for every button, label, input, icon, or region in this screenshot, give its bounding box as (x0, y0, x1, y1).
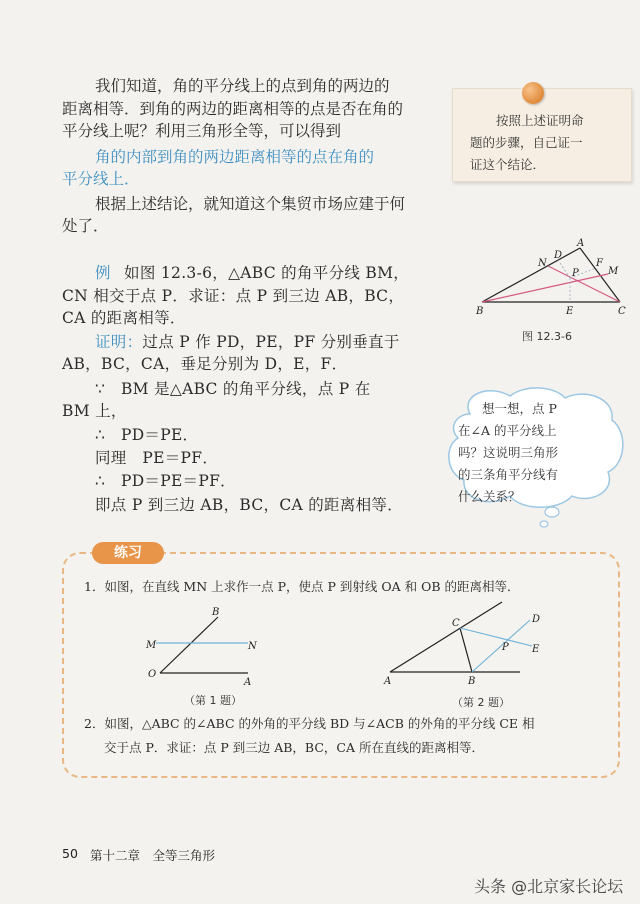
proof-line-1 (95, 331, 400, 353)
q1-label-n: N (248, 641, 257, 652)
note-line-1: 按照上述证明命 (496, 113, 584, 128)
q1-label-m: M (146, 640, 157, 651)
example-line-1 (95, 262, 409, 284)
proof-line-8: 即点 P 到三边 AB，BC，CA 的距离相等． (95, 496, 404, 514)
q1-label-o: O (148, 669, 157, 680)
q2-label-d: D (532, 614, 541, 625)
watermark: 头条 @北京家长论坛 (474, 877, 624, 896)
label-m: M (608, 266, 619, 277)
bisector-bm (482, 274, 608, 302)
bisector-ce (460, 628, 532, 646)
q1-label-b: B (212, 607, 220, 618)
q2-label-e: E (532, 644, 540, 655)
proof-label: 证明： (95, 333, 143, 351)
example-label: 例 (95, 264, 111, 282)
theorem-line-1: 角的内部到角的两边距离相等的点在角的 (95, 148, 375, 166)
figure-q2 (380, 600, 550, 712)
intro-line-1: 我们知道，角的平分线上的点到角的两边的 (95, 77, 390, 95)
note-line-2: 题的步骤，自己证一 (470, 135, 583, 150)
intro-line-3: 平分线上呢？利用三角形全等，可以得到 (62, 122, 342, 140)
chapter-title: 第十二章 全等三角形 (90, 848, 216, 863)
practice-tag: 练习 (92, 542, 164, 564)
think-line-1: 想一想，点 P (482, 401, 557, 416)
proof-line-3: ∵ BM 是△ABC 的角平分线，点 P 在 (95, 380, 371, 398)
pushpin-icon (522, 82, 544, 104)
practice-q2-line-1: 2．如图，△ABC 的∠ABC 的外角的平分线 BD 与∠ACB 的外角的平分线 CE 相 (84, 716, 535, 731)
label-a: A (577, 238, 585, 249)
theorem-line-2: 平分线上． (62, 170, 140, 188)
think-line-5: 什么关系？ (458, 489, 521, 504)
q1-caption: （第 1 题） (184, 694, 242, 707)
note-line-3: 证这个结论． (470, 157, 546, 172)
example-line-3: CA 的距离相等． (62, 309, 186, 327)
label-n: N (538, 258, 547, 269)
practice-q2-line-2: 交于点 P．求证：点 P 到三边 AB，BC，CA 所在直线的距离相等． (104, 740, 484, 755)
bisector-bd (472, 620, 530, 672)
line-ac-extended (390, 602, 502, 672)
q2-label-p: P (502, 642, 509, 653)
q2-label-c: C (452, 618, 460, 629)
conclusion-line-2: 处了． (62, 217, 109, 235)
conclusion-line-1: 根据上述结论，就知道这个集贸市场应建于何 (95, 195, 406, 213)
figure-q1 (140, 605, 270, 710)
q2-label-b: B (468, 676, 476, 687)
proof-line-2: AB，BC，CA，垂足分别为 D，E，F． (62, 355, 348, 373)
side-bc (460, 628, 472, 672)
perp-pd (558, 260, 570, 278)
label-d: D (554, 250, 563, 261)
q1-label-a: A (244, 677, 252, 688)
label-b: B (476, 306, 484, 317)
example-text-1: 如图 12.3-6，△ABC 的角平分线 BM， (124, 264, 410, 282)
label-c: C (618, 306, 626, 317)
practice-q1: 1．如图，在直线 MN 上求作一点 P，使点 P 到射线 OA 和 OB 的距离相等． (84, 579, 520, 594)
proof-line-7: ∴ PD＝PE＝PF． (95, 472, 236, 490)
q2-caption: （第 2 题） (452, 696, 510, 709)
think-line-4: 的三条角平分线有 (458, 467, 559, 482)
proof-line-5: ∴ PD＝PE． (95, 426, 199, 444)
ray-ob (160, 617, 218, 673)
label-p: P (572, 268, 579, 279)
example-line-2: CN 相交于点 P．求证：点 P 到三边 AB，BC， (62, 287, 405, 305)
label-e: E (566, 306, 574, 317)
proof-text-1: 过点 P 作 PD，PE，PF 分别垂直于 (142, 333, 400, 351)
proof-line-4: BM 上， (62, 402, 127, 420)
figure-triangle-abc (470, 236, 640, 356)
figure-caption: 图 12.3-6 (522, 330, 572, 343)
page-number: 50 (62, 846, 78, 861)
proof-line-6: 同理 PE＝PF． (95, 449, 219, 467)
think-line-3: 吗？这说明三角形 (458, 445, 559, 460)
intro-line-2: 距离相等．到角的两边的距离相等的点是否在角的 (62, 100, 404, 118)
q2-label-a: A (384, 676, 392, 687)
think-line-2: 在∠A 的平分线上 (458, 423, 557, 438)
label-f: F (596, 258, 603, 269)
